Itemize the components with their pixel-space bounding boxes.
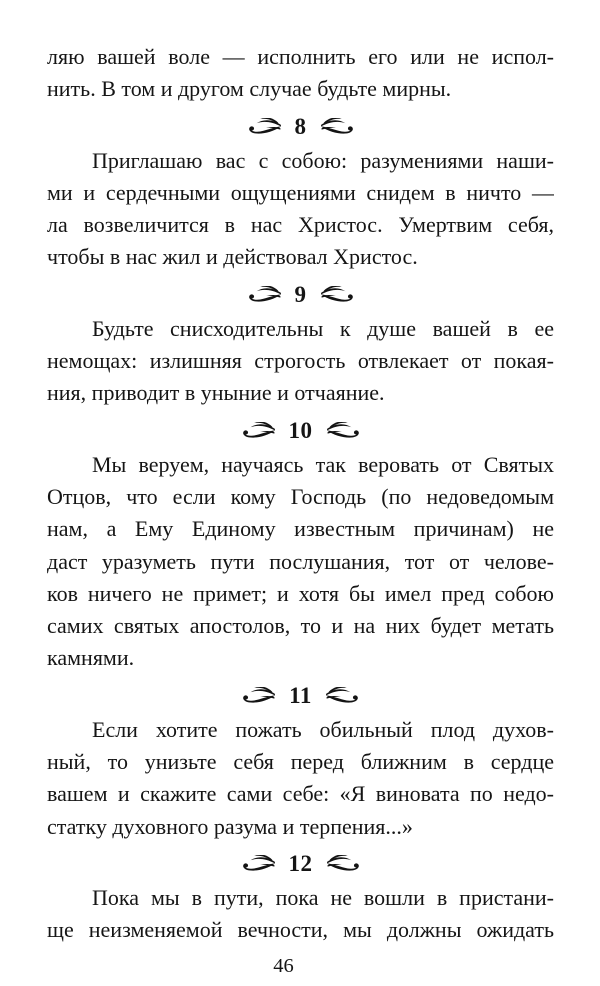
text-line: самих святых апостолов, то и на них будет метать — [47, 613, 554, 639]
paragraph-section — [47, 145, 554, 274]
paragraph-section — [47, 714, 554, 843]
fleuron-right-icon — [320, 118, 355, 136]
section-heading — [47, 112, 554, 142]
text-line: нам, а Ему Единому известным причинам) не — [47, 516, 554, 542]
text-line: Будьте снисходительны к душе вашей в ее — [92, 315, 554, 341]
text-line: ный, то унизьте себя перед ближним в сердце — [47, 749, 554, 775]
text-line: вашем и скажите сами себе: «Я виновата по недо- — [47, 781, 554, 807]
paragraph-intro — [47, 41, 554, 106]
text-line: ми и сердечными ощущениями снидем в ничто — — [47, 179, 554, 205]
text-line: ния, приводит в уныние и отчаяние. — [47, 380, 385, 406]
page-number: 46 — [273, 954, 294, 977]
text-line: Мы веруем, научаясь так веровать от Святых — [92, 451, 554, 477]
text-line: ла возвеличится в нас Христос. Умертвим себя, — [47, 212, 554, 238]
text-line: чтобы в нас жил и действовал Христос. — [47, 244, 418, 270]
text-line: Отцов, что если кому Господь (по недоведомым — [47, 483, 554, 509]
section-number: 11 — [289, 683, 312, 709]
fleuron-right-icon — [325, 687, 360, 705]
fleuron-left-icon — [241, 855, 276, 873]
text-line: ще неизменяемой вечности, мы должны ожидать — [47, 917, 554, 943]
section-heading — [47, 681, 554, 711]
section-heading — [47, 280, 554, 310]
section-heading — [47, 416, 554, 446]
section-number: 9 — [294, 282, 307, 308]
fleuron-right-icon — [326, 422, 361, 440]
text-line: нить. В том и другом случае будьте мирны. — [47, 76, 452, 102]
section-number: 8 — [294, 114, 307, 140]
text-line: статку духовного разума и терпения...» — [47, 813, 413, 839]
fleuron-left-icon — [241, 422, 276, 440]
fleuron-left-icon — [247, 286, 282, 304]
section-heading — [47, 849, 554, 879]
text-line: ляю вашей воле — исполнить его или не испол- — [47, 44, 554, 69]
text-line: даст уразуметь пути послушания, тот от челове- — [47, 548, 554, 574]
text-line: ков ничего не примет; и хотя бы имел пред собою — [47, 580, 554, 606]
fleuron-left-icon — [241, 687, 276, 705]
fleuron-right-icon — [320, 286, 355, 304]
text-line: немощах: излишняя строгость отвлекает от покая- — [47, 348, 554, 374]
text-line: Если хотите пожать обильный плод духов- — [92, 716, 554, 742]
section-number: 12 — [288, 851, 313, 877]
text-line: камнями. — [47, 645, 135, 671]
text-line: Приглашаю вас с собою: разумениями наши- — [92, 147, 554, 173]
fleuron-right-icon — [326, 855, 361, 873]
paragraph-section — [47, 882, 554, 947]
text-line: Пока мы в пути, пока не вошли в пристани- — [92, 884, 554, 910]
fleuron-left-icon — [247, 118, 282, 136]
section-number: 10 — [288, 418, 313, 444]
paragraph-section — [47, 313, 554, 410]
paragraph-section — [47, 449, 554, 675]
